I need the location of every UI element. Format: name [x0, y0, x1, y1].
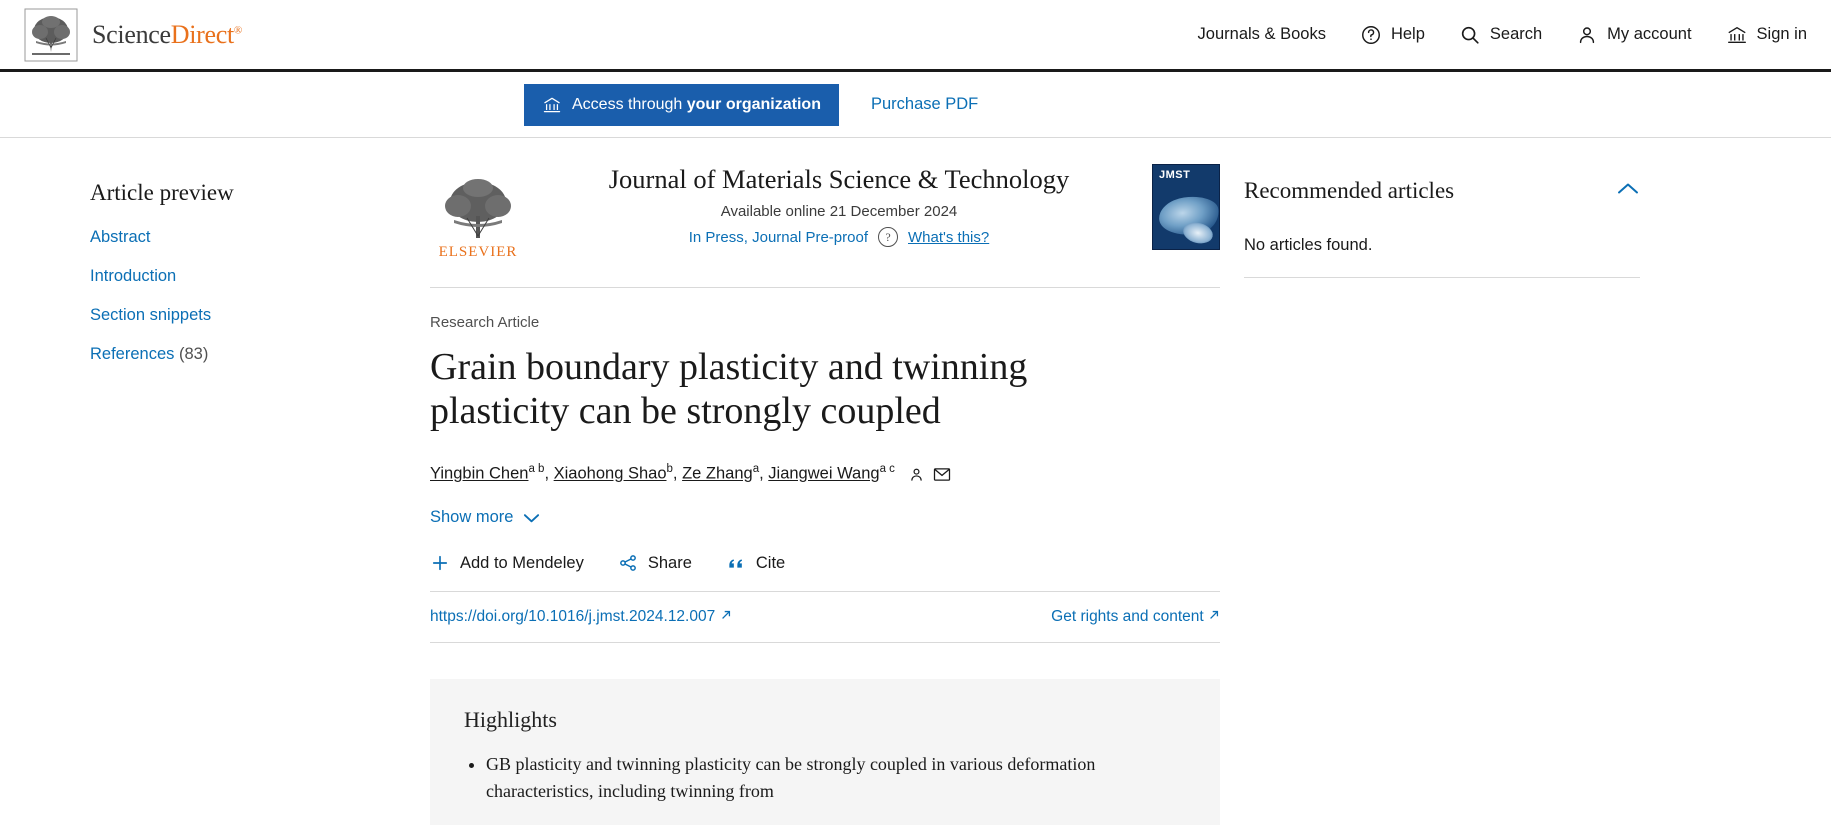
article-preview-sidebar — [0, 138, 430, 825]
purchase-pdf-button[interactable]: Purchase PDF — [849, 84, 1000, 126]
author-3[interactable]: Ze Zhang — [682, 464, 753, 483]
institution-icon — [542, 95, 562, 115]
logo-registered: ® — [233, 23, 242, 36]
plus-icon — [430, 553, 450, 573]
article-content — [430, 288, 1220, 825]
journal-status-row — [536, 227, 1142, 247]
author-1[interactable]: Yingbin Chen — [430, 464, 529, 483]
external-link-icon — [1208, 609, 1220, 621]
share-label: Share — [647, 553, 692, 572]
nav-sign-in[interactable] — [1726, 24, 1807, 46]
nav-journals-and-books[interactable] — [1198, 25, 1326, 44]
sidebar-item-references[interactable] — [90, 345, 390, 364]
sidebar-item-abstract[interactable] — [90, 228, 390, 247]
external-link-icon — [720, 609, 732, 621]
author-list — [430, 461, 1220, 486]
chevron-up-icon[interactable] — [1616, 181, 1640, 201]
journal-info — [526, 164, 1152, 247]
top-header — [0, 0, 1831, 72]
access-button-prefix: Access through — [572, 95, 687, 113]
journal-cover-label: JMST — [1159, 169, 1191, 181]
add-to-mendeley-label: Add to Mendeley — [460, 553, 584, 572]
highlights-section — [430, 679, 1220, 825]
highlights-heading: Highlights — [464, 707, 557, 733]
recommended-title: Recommended articles — [1244, 178, 1455, 203]
corresponding-author-icons — [908, 466, 951, 483]
article-actions — [430, 553, 1220, 592]
recommended-articles-panel — [1220, 138, 1700, 825]
svg-text:ELSEVIER: ELSEVIER — [438, 244, 518, 260]
rights-text: Get rights and content — [1051, 608, 1204, 626]
article-type-kicker: Research Article — [430, 314, 540, 331]
highlights-item: • GB plasticity and twinning plasticity can be strongly coupled in various deformation characteristics, including twinning from — [486, 751, 1186, 805]
show-more-label: Show more — [430, 508, 514, 527]
logo-science: Science — [92, 19, 171, 49]
page-title: Grain boundary plasticity and twinning plasticity can be strongly coupled — [430, 346, 1028, 433]
nav-search-label: Search — [1489, 25, 1543, 43]
sidebar-references-count: (83) — [174, 345, 209, 363]
sciencedirect-logo[interactable] — [24, 8, 242, 62]
top-navigation — [1198, 24, 1807, 46]
author-1-affiliation: a b — [528, 463, 545, 476]
access-button-bold: your organization — [686, 95, 821, 113]
quote-icon — [726, 553, 746, 573]
sidebar-item-section-snippets[interactable] — [90, 306, 390, 325]
access-bar — [0, 72, 1831, 138]
author-4-affiliation: a c — [879, 463, 895, 476]
sidebar-title: Article preview — [90, 180, 234, 205]
doi-row — [430, 592, 1220, 643]
logo-direct: Direct — [170, 19, 234, 49]
nav-journals-and-books-label: Journals & Books — [1197, 25, 1326, 43]
chevron-down-icon — [523, 512, 540, 524]
access-through-organization-button[interactable] — [524, 84, 839, 126]
search-icon — [1459, 24, 1481, 46]
sidebar-item-section-snippets-label: Section snippets — [90, 306, 212, 324]
journal-header — [430, 138, 1220, 288]
whats-this-link[interactable]: What's this? — [908, 228, 990, 246]
article-main — [430, 138, 1220, 825]
journal-cover-image[interactable] — [1152, 164, 1220, 250]
cite-label: Cite — [755, 553, 786, 572]
share-button[interactable] — [618, 553, 692, 573]
get-rights-and-content-link[interactable] — [1051, 608, 1220, 626]
author-sep-1: , — [544, 464, 554, 483]
sciencedirect-wordmark[interactable] — [92, 20, 242, 50]
cite-button[interactable] — [726, 553, 785, 573]
recommended-empty-message: No articles found. — [1244, 210, 1640, 278]
institution-icon — [1726, 24, 1748, 46]
question-circle-icon[interactable]: ? — [878, 227, 898, 247]
elsevier-tree-logo-icon — [24, 8, 78, 62]
show-more-authors-button[interactable] — [430, 508, 540, 527]
share-icon — [618, 553, 638, 573]
author-sep-2: , — [672, 464, 683, 483]
nav-my-account[interactable] — [1576, 24, 1691, 46]
add-to-mendeley-button[interactable] — [430, 553, 584, 573]
nav-help[interactable] — [1360, 24, 1425, 46]
sidebar-item-abstract-label: Abstract — [90, 228, 151, 246]
author-2-affiliation: b — [666, 463, 673, 476]
nav-search[interactable] — [1459, 24, 1542, 46]
doi-text: https://doi.org/10.1016/j.jmst.2024.12.007 — [430, 608, 716, 626]
nav-my-account-label: My account — [1607, 25, 1692, 43]
doi-link[interactable] — [430, 608, 732, 626]
author-3-affiliation: a — [752, 463, 760, 476]
journal-available-date: Available online 21 December 2024 — [720, 203, 958, 220]
envelope-icon[interactable] — [933, 466, 951, 483]
journal-elsevier-logo — [430, 164, 526, 265]
page-body — [0, 138, 1831, 825]
sidebar-item-introduction-label: Introduction — [90, 267, 177, 285]
sidebar-item-introduction[interactable] — [90, 267, 390, 286]
person-icon[interactable] — [908, 466, 925, 483]
nav-help-label: Help — [1390, 25, 1425, 43]
journal-status: In Press, Journal Pre-proof — [688, 228, 868, 246]
author-4[interactable]: Jiangwei Wang — [768, 464, 880, 483]
nav-sign-in-label: Sign in — [1756, 25, 1807, 43]
author-sep-3: , — [759, 464, 769, 483]
sidebar-item-references-label: References — [90, 345, 175, 363]
help-circle-icon — [1360, 24, 1382, 46]
author-2[interactable]: Xiaohong Shao — [553, 464, 667, 483]
recommended-header — [1244, 178, 1640, 210]
highlights-list — [464, 751, 1186, 805]
journal-title[interactable]: Journal of Materials Science & Technology — [608, 164, 1070, 194]
person-icon — [1576, 24, 1598, 46]
